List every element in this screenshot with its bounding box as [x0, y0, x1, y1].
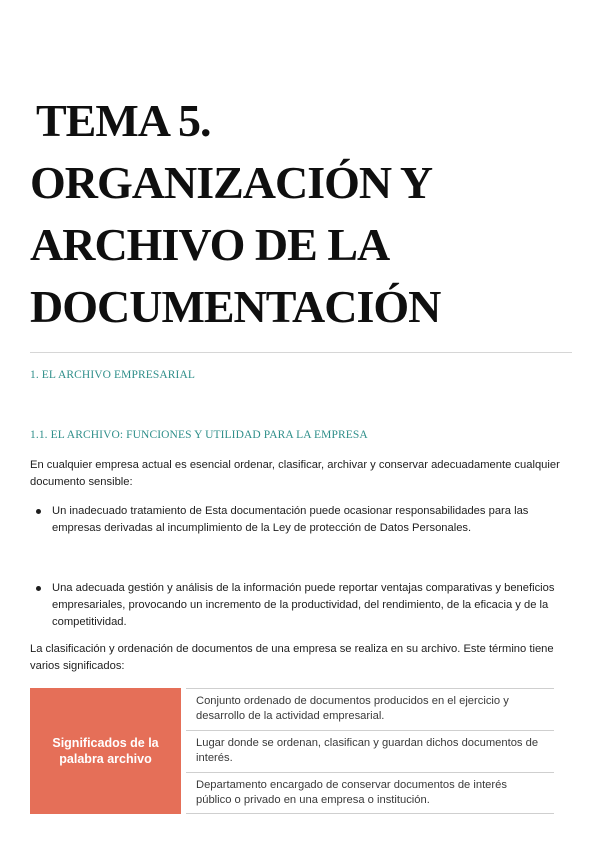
chapter-title-line-4: DOCUMENTACIÓN	[30, 281, 441, 332]
meaning-cell-1: Conjunto ordenado de documentos producidos en el ejercicio y desarrollo de la actividad empresarial.	[186, 688, 554, 731]
intro-paragraph: En cualquier empresa actual es esencial ordenar, clasificar, archivar y conservar adecuadamente cualquier documento sensible:	[30, 459, 560, 488]
chapter-title-line-3: ARCHIVO DE LA	[30, 219, 390, 270]
meanings-table-label-text: Significados de la palabra archivo	[52, 736, 159, 766]
chapter-title	[30, 90, 590, 338]
bullet-item	[36, 503, 562, 537]
horizontal-divider	[30, 352, 572, 353]
meanings-table-label	[30, 688, 181, 814]
meaning-cell-2: Lugar donde se ordenan, clasifican y guardan dichos documentos de interés.	[186, 731, 554, 773]
classification-paragraph: La clasificación y ordenación de documentos de una empresa se realiza en su archivo. Este término tiene varios significados:	[30, 643, 554, 672]
bullet-text: Un inadecuado tratamiento de Esta documentación puede ocasionar responsabilidades para las empresas derivadas al incumplimiento de la Ley de protección de Datos Personales.	[52, 505, 529, 534]
meaning-cell-3: Departamento encargado de conservar documentos de interés público o privado en una empresa o institución.	[186, 773, 554, 814]
bullet-item	[36, 580, 562, 631]
chapter-title-line-2: ORGANIZACIÓN Y	[30, 157, 433, 208]
section-heading: 1. EL ARCHIVO EMPRESARIAL	[30, 369, 195, 381]
subsection-heading: 1.1. EL ARCHIVO: FUNCIONES Y UTILIDAD PARA LA EMPRESA	[30, 429, 368, 441]
bullet-dot-icon	[36, 586, 41, 591]
chapter-title-line-1: TEMA 5.	[36, 95, 211, 146]
bullet-text: Una adecuada gestión y análisis de la información puede reportar ventajas comparativas y beneficios empresariales, provocando un incremento de la productividad, del rendimiento, de la eficacia y de la competitividad.	[52, 582, 555, 628]
bullet-dot-icon	[36, 509, 41, 514]
meanings-table	[30, 688, 554, 814]
